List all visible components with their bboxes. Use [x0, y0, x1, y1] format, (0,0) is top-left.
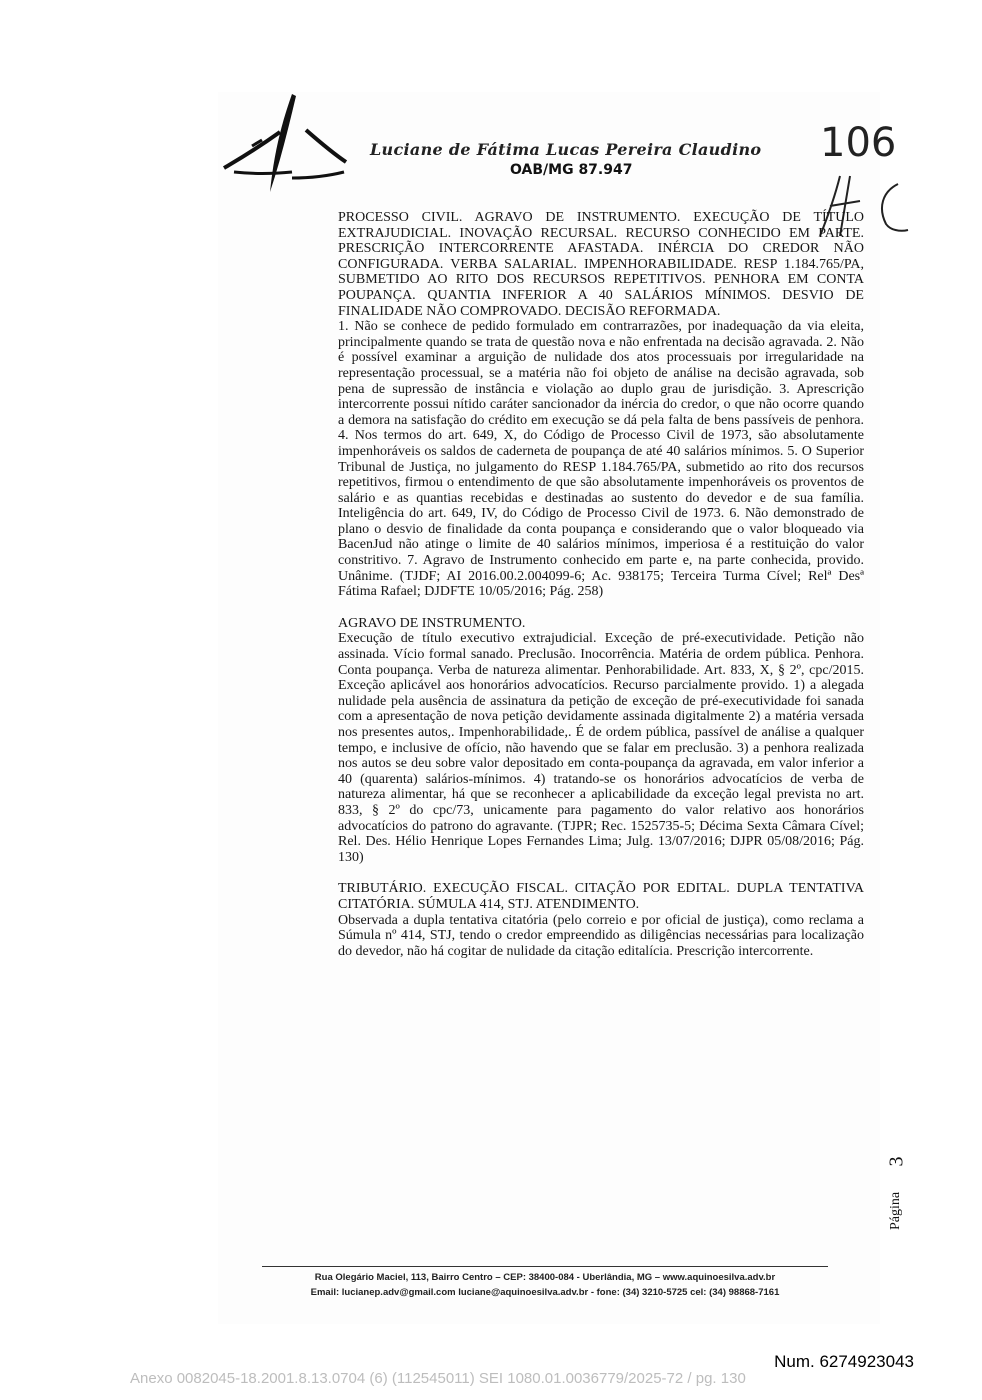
ementa-1-text: 1. Não se conhece de pedido formulado em contrarrazões, por inadequação da via eleita, principalmente quando se trata de questão nova e não enfrentada na decisão agravada. 2. Não é possível examinar a arguição de nulidade dos atos processuais por irregularidade na representação processual, se a matéria não foi objeto de análise na decisão agravada, sob pena de supressão de instância e violação ao duplo grau de jurisdição. 3. Aprescrição intercorrente possui nítido caráter sancionador da inércia do credor, o que não ocorre quando a demora na satisfação do crédito em execução se dá pela falta de bens passíveis de penhora. 4. Nos termos do art. 649, X, do Código de Processo Civil de 1973, são absolutamente impenhoráveis os saldos de caderneta de poupança de até 40 salários mínimos. 5. O Superior Tribunal de Justiça, no julgamento do RESP 1.184.765/PA, submetido ao rito dos recursos repetitivos, firmou o entendimento de que são absolutamente impenhoráveis os proventos de salário e as quantias recebidas e destinadas ao sustento do devedor e de sua família. Inteligência do art. 649, IV, do Código de Processo Civil de 1973. 6. Não demonstrado de plano o desvio de finalidade da conta poupança e considerando que o valor bloqueado via BacenJud não atinge o limite de 40 salários mínimos, imperiosa é a restituição do valor constritivo. 7. Agravo de Instrumento conhecido em parte e, na parte conhecida, provido. Unânime. (TJDF; AI 2016.00.2.004099-6; Ac. 938175; Terceira Turma Cível; Relª Desª Fátima Rafael; DJDFTE 10/05/2016; Pág. 258)	[338, 319, 864, 600]
ementa-2-heading: AGRAVO DE INSTRUMENTO.	[338, 615, 526, 631]
handwritten-page-number: 106	[820, 120, 897, 166]
footer-divider	[262, 1266, 828, 1267]
ementa-1-heading: PROCESSO CIVIL. AGRAVO DE INSTRUMENTO. EXECUÇÃO DE TÍTULO EXTRAJUDICIAL. INOVAÇÃO RECURSAL. RECURSO CONHECIDO EM PARTE. PRESCRIÇÃO INTERCORRENTE AFASTADA. INÉRCIA DO CREDOR NÃO CONFIGURADA. VERBA SALARIAL. IMPENHORABILIDADE. RESP 1.184.765/PA, SUBMETIDO AO RITO DOS RECURSOS REPETITIVOS. PENHORA EM CONTA POUPANÇA. QUANTIA INFERIOR A 40 SALÁRIOS MÍNIMOS. DESVIO DE FINALIDADE NÃO COMPROVADO. DECISÃO REFORMADA.	[338, 210, 864, 319]
footer-contacts: Email: lucianep.adv@gmail.com luciane@aquinoesilva.adv.br - fone: (34) 3210-5725 cel: (34) 98868-7161	[310, 1287, 780, 1298]
document-number: Num. 6274923043	[774, 1352, 914, 1371]
footer-address: Rua Olegário Maciel, 113, Bairro Centro – CEP: 38400-084 - Uberlândia, MG – www.aquinoesilva.adv.br	[314, 1272, 776, 1283]
side-page-label: Página	[888, 1191, 903, 1230]
side-page-number: 3	[885, 1156, 908, 1167]
oab-registration: OAB/MG 87.947	[510, 162, 633, 178]
ementa-3-heading: TRIBUTÁRIO. EXECUÇÃO FISCAL. CITAÇÃO POR EDITAL. DUPLA TENTATIVA CITATÓRIA. SÚMULA 414, STJ. ATENDIMENTO.	[338, 881, 864, 912]
lawyer-name: Luciane de Fátima Lucas Pereira Claudino	[370, 140, 762, 159]
page-side-label	[882, 1150, 912, 1245]
law-firm-logo	[222, 92, 352, 197]
document-body	[338, 210, 864, 959]
ementa-2-text: Execução de título executivo extrajudicial. Exceção de pré-executividade. Petição não assinada. Vício formal sanado. Preclusão. Inocorrência. Matéria de ordem pública. Penhora. Conta poupança. Verba de natureza alimentar. Penhorabilidade. Art. 833, X, § 2º, cpc/2015. Exceção aplicável aos honorários advocatícios. Recurso parcialmente provido. 1) a alegada nulidade pela ausência de assinatura da petição de exceção de pré-executividade foi sanada com a apresentação de nova petição devidamente assinada digitalmente 2) a matéria versada nos presentes autos,. Impenhorabilidade,. É de ordem pública, passível de análise a qualquer tempo, e inclusive de ofício, não havendo que se falar em preclusão. 3) a penhora realizada nos autos se deu sobre valor depositado em conta-poupança da agravada, em valor inferior a 40 (quarenta) salários-mínimos. 4) tratando-se os honorários advocatícios de verba de natureza alimentar, há que se reconhecer a aplicabilidade da exceção legal prevista no art. 833, § 2º do cpc/73, unicamente para pagamento do valor relativo aos honorários advocatícios do patrono do agravante. (TJPR; Rec. 1525735-5; Décima Sexta Câmara Cível; Rel. Des. Hélio Henrique Lopes Fernandes Lima; Julg. 13/07/2016; DJPR 05/08/2016; Pág. 130)	[338, 631, 864, 865]
sei-stamp: Anexo 0082045-18.2001.8.13.0704 (6) (112545011) SEI 1080.01.0036779/2025-72 / pg. 130	[130, 1370, 746, 1387]
ementa-3-text: Observada a dupla tentativa citatória (pelo correio e por oficial de justiça), como reclama a Súmula nº 414, STJ, tendo o credor empreendido as diligências necessárias para localização do devedor, não há cogitar de nulidade da citação editalícia. Prescrição intercorrente.	[338, 912, 864, 959]
letterhead-footer	[262, 1270, 828, 1300]
